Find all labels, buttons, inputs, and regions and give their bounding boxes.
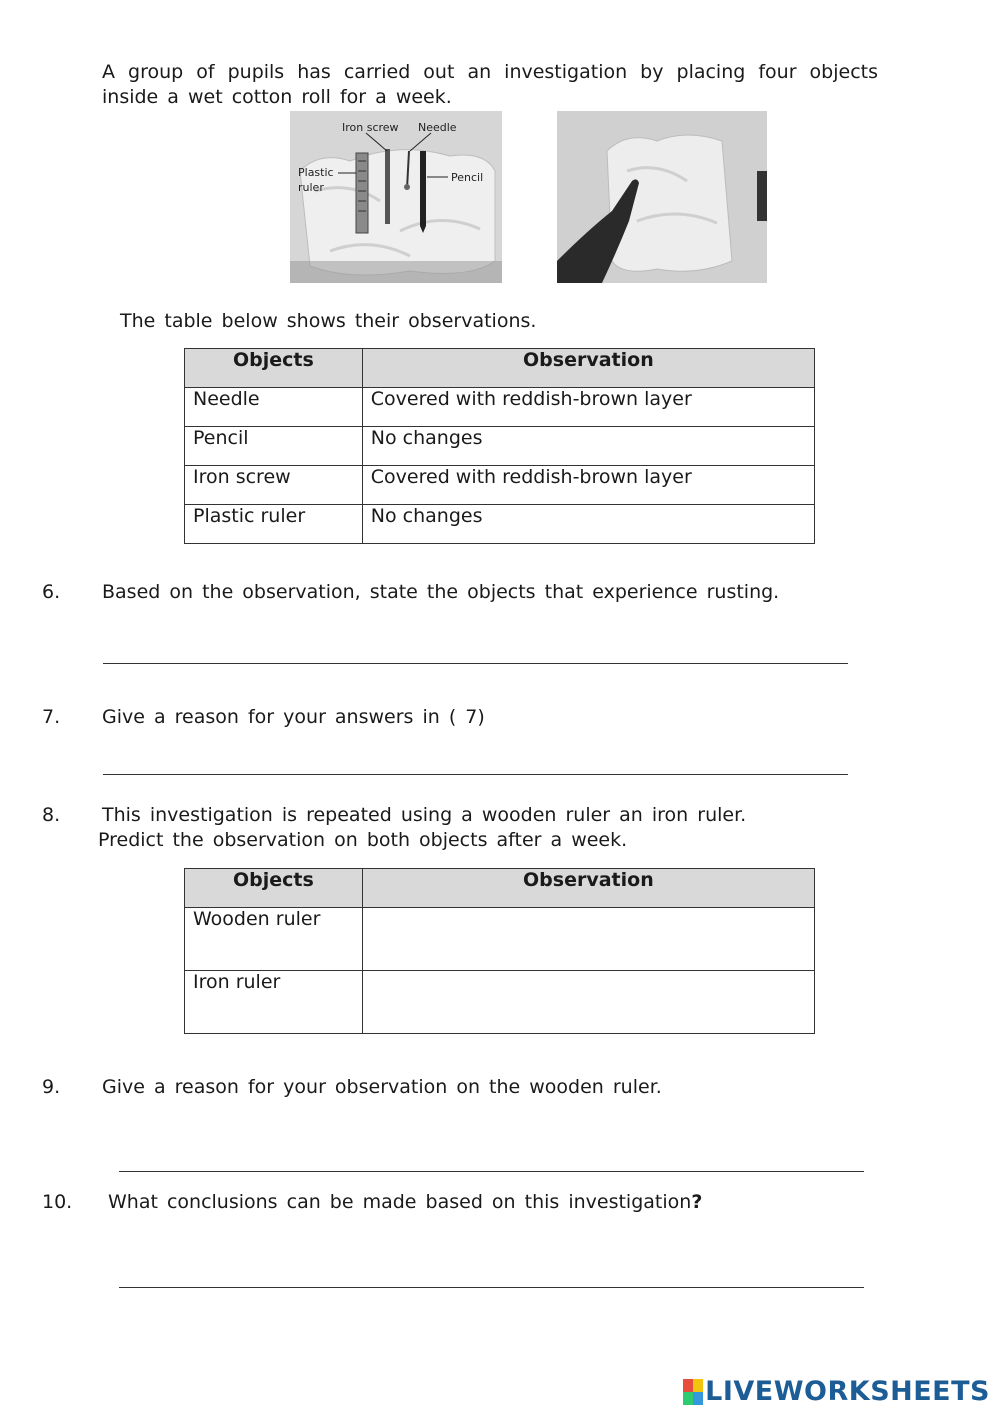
question-text-wrap bbox=[108, 1191, 702, 1213]
label-ruler: ruler bbox=[298, 181, 324, 194]
question-mark: ? bbox=[691, 1191, 703, 1213]
answer-line-10[interactable] bbox=[119, 1287, 864, 1288]
cell-observation: No changes bbox=[362, 505, 814, 544]
cell-object: Pencil bbox=[185, 427, 363, 466]
answer-line-7[interactable] bbox=[103, 774, 848, 775]
cell-observation: Covered with reddish-brown layer bbox=[362, 466, 814, 505]
table-row bbox=[185, 971, 815, 1034]
cell-observation: Covered with reddish-brown layer bbox=[362, 388, 814, 427]
table-row bbox=[185, 427, 815, 466]
label-needle: Needle bbox=[418, 121, 457, 134]
table-header-row bbox=[185, 869, 815, 908]
cell-object: Iron screw bbox=[185, 466, 363, 505]
table-header-row bbox=[185, 349, 815, 388]
table-caption: The table below shows their observations. bbox=[120, 310, 537, 332]
intro-line-1: A group of pupils has carried out an investigation by placing four objects bbox=[102, 61, 878, 83]
cotton-roll-hand-photo bbox=[557, 111, 767, 283]
objects-on-cotton-photo bbox=[290, 111, 502, 283]
pencil-shape bbox=[420, 151, 426, 233]
cell-object: Iron ruler bbox=[185, 971, 363, 1034]
question-text: This investigation is repeated using a wooden ruler an iron ruler. bbox=[102, 804, 747, 826]
question-number: 7. bbox=[42, 706, 61, 728]
plastic-ruler-shape bbox=[356, 153, 368, 233]
question-number: 8. bbox=[42, 804, 61, 826]
answer-cell-wooden-ruler[interactable] bbox=[362, 908, 814, 971]
question-number: 10. bbox=[42, 1191, 73, 1213]
table-row bbox=[185, 505, 815, 544]
answer-cell-iron-ruler[interactable] bbox=[362, 971, 814, 1034]
question-text: What conclusions can be made based on this investigation bbox=[108, 1191, 692, 1213]
logo-text: LIVEWORKSHEETS bbox=[705, 1376, 990, 1407]
header-observation: Observation bbox=[362, 349, 814, 388]
cotton-with-objects-illustration bbox=[290, 111, 502, 283]
cell-object: Wooden ruler bbox=[185, 908, 363, 971]
intro-paragraph bbox=[102, 60, 878, 110]
intro-line-2: inside a wet cotton roll for a week. bbox=[102, 86, 452, 108]
label-iron-screw: Iron screw bbox=[342, 121, 399, 134]
hand-on-cotton-illustration bbox=[557, 111, 767, 283]
question-text: Based on the observation, state the objects that experience rusting. bbox=[102, 581, 780, 603]
cell-object: Plastic ruler bbox=[185, 505, 363, 544]
question-text: Give a reason for your answers in ( 7) bbox=[102, 706, 485, 728]
question-number: 6. bbox=[42, 581, 61, 603]
header-objects: Objects bbox=[185, 869, 363, 908]
cell-observation: No changes bbox=[362, 427, 814, 466]
liveworksheets-logo[interactable] bbox=[683, 1376, 990, 1407]
question-text-line-2: Predict the observation on both objects after a week. bbox=[98, 829, 628, 851]
answer-line-6[interactable] bbox=[103, 663, 848, 664]
iron-screw-shape bbox=[385, 149, 390, 224]
table-row bbox=[185, 388, 815, 427]
header-objects: Objects bbox=[185, 349, 363, 388]
observation-table bbox=[184, 348, 815, 544]
label-pencil: Pencil bbox=[451, 171, 484, 184]
question-text: Give a reason for your observation on the wooden ruler. bbox=[102, 1076, 662, 1098]
label-plastic: Plastic bbox=[298, 166, 334, 179]
prediction-table bbox=[184, 868, 815, 1034]
liveworksheets-logo-icon bbox=[683, 1379, 703, 1405]
cell-object: Needle bbox=[185, 388, 363, 427]
table-row bbox=[185, 908, 815, 971]
question-number: 9. bbox=[42, 1076, 61, 1098]
header-observation: Observation bbox=[362, 869, 814, 908]
answer-line-9[interactable] bbox=[119, 1171, 864, 1172]
table-row bbox=[185, 466, 815, 505]
